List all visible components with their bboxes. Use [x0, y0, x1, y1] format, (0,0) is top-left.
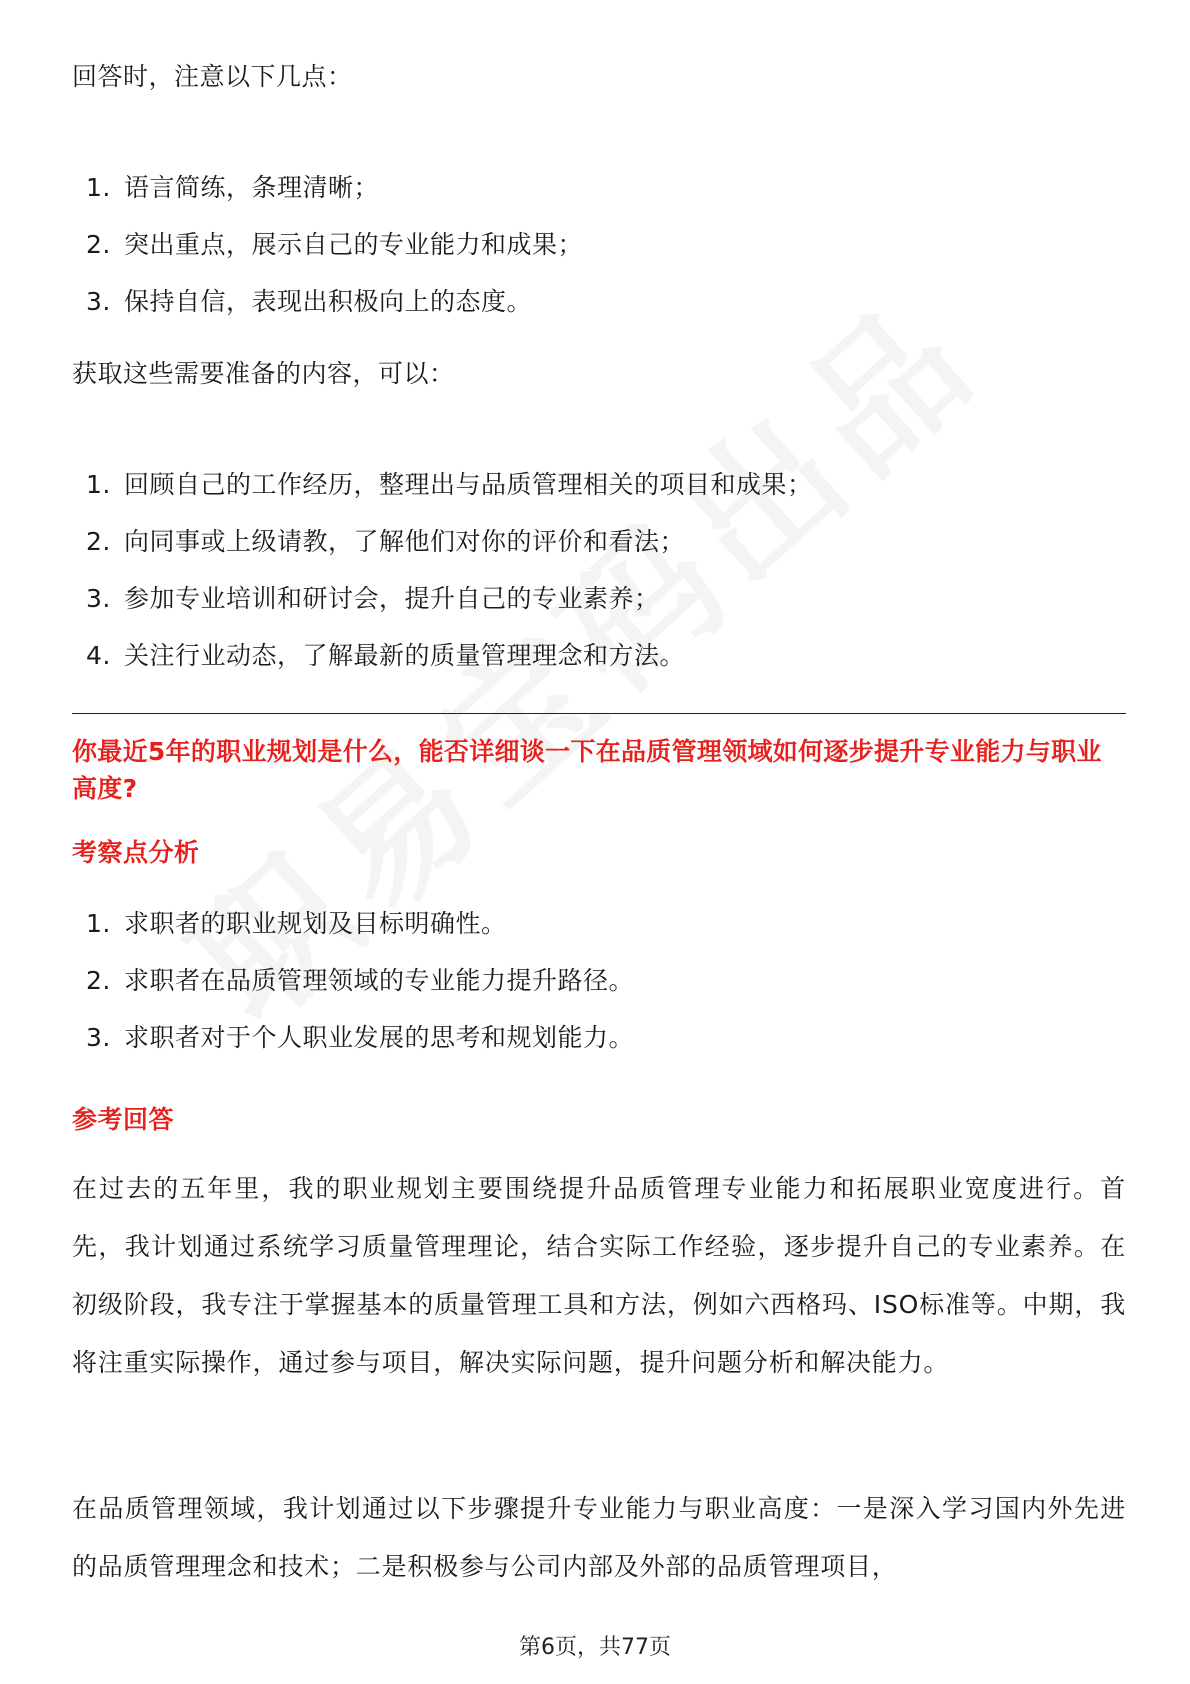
answer-heading: 参考回答 [72, 1105, 175, 1134]
intro-text-2: 获取这些需要准备的内容，可以： [72, 359, 455, 388]
list-item: 4. 关注行业动态，了解最新的质量管理理念和方法。 [86, 641, 686, 670]
tips-list [72, 159, 583, 330]
answer-paragraph-2: 在品质管理领域，我计划通过以下步骤提升专业能力与职业高度：一是深入学习国内外先进的品质管理理念和技术；二是积极参与公司内部及外部的品质管理项目， [72, 1494, 1126, 1581]
list-item: 3. 求职者对于个人职业发展的思考和规划能力。 [86, 1023, 635, 1052]
answer-paragraph-1: 在过去的五年里，我的职业规划主要围绕提升品质管理专业能力和拓展职业宽度进行。首先，我计划通过系统学习质量管理理论，结合实际工作经验，逐步提升自己的专业素养。在初级阶段，我专注于掌握基本的质量管理工具和方法，例如六西格玛、ISO标准等。中期，我将注重实际操作，通过参与项目，解决实际问题，提升问题分析和解决能力。 [72, 1174, 1126, 1377]
list-item: 1. 回顾自己的工作经历，整理出与品质管理相关的项目和成果； [86, 470, 813, 499]
section-divider [72, 713, 1126, 714]
preparation-list [72, 456, 813, 684]
question-heading: 你最近5年的职业规划是什么，能否详细谈一下在品质管理领域如何逐步提升专业能力与职业高度? [72, 737, 1102, 803]
list-item: 2. 向同事或上级请教，了解他们对你的评价和看法； [86, 527, 686, 556]
list-item: 1. 求职者的职业规划及目标明确性。 [86, 909, 507, 938]
analysis-list [72, 895, 634, 1066]
list-item: 1. 语言简练，条理清晰； [86, 173, 380, 202]
list-item: 3. 保持自信，表现出积极向上的态度。 [86, 287, 533, 316]
list-item: 2. 突出重点，展示自己的专业能力和成果； [86, 230, 584, 259]
intro-text-1: 回答时，注意以下几点： [72, 62, 353, 91]
analysis-heading: 考察点分析 [72, 838, 200, 867]
list-item: 3. 参加专业培训和研讨会，提升自己的专业素养； [86, 584, 660, 613]
page-number: 第6页，共77页 [519, 1635, 671, 1660]
list-item: 2. 求职者在品质管理领域的专业能力提升路径。 [86, 966, 635, 995]
